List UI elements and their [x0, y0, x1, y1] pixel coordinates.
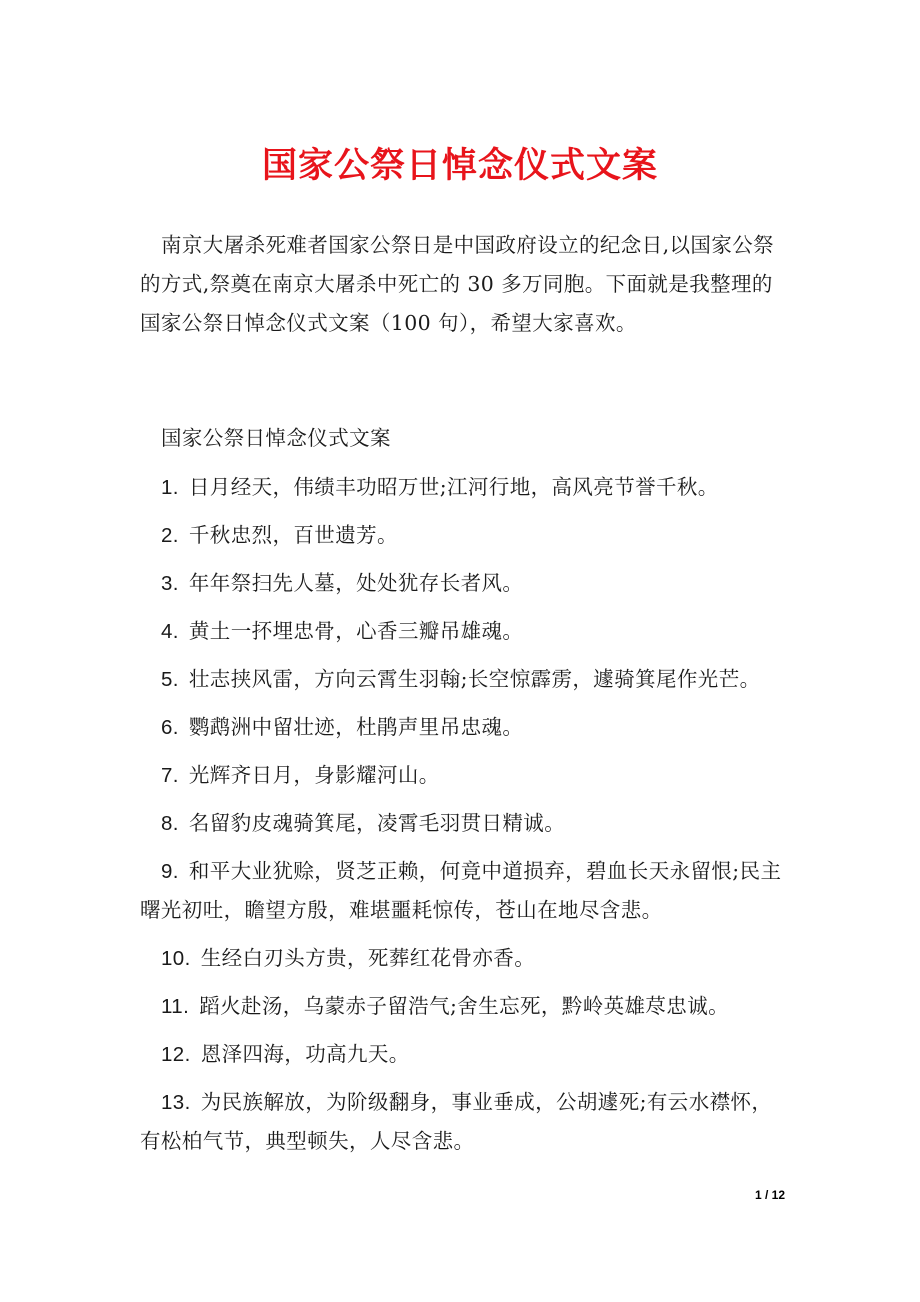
- document-title: 国家公祭日悼念仪式文案: [261, 145, 658, 186]
- list-item-number: 6.: [161, 716, 179, 739]
- list-item: [140, 612, 785, 651]
- list-item: [140, 564, 785, 603]
- list-item: [140, 708, 785, 747]
- list-item: [140, 939, 785, 978]
- list-item: [140, 1035, 785, 1074]
- list-item-number: 5.: [161, 668, 179, 691]
- list-item-number: 10.: [161, 947, 191, 970]
- elegy-list: [140, 468, 785, 1170]
- list-item: [140, 987, 785, 1026]
- list-item: [140, 660, 785, 699]
- list-item-number: 11.: [161, 995, 190, 1018]
- section-heading: 国家公祭日悼念仪式文案: [161, 426, 391, 450]
- list-item-number: 4.: [161, 620, 179, 643]
- list-item-text: 日月经天，伟绩丰功昭万世;江河行地，高风亮节誉千秋。: [188, 475, 719, 499]
- list-item: [140, 516, 785, 555]
- list-item: [140, 804, 785, 843]
- list-item-text: 年年祭扫先人墓，处处犹存长者风。: [188, 571, 524, 595]
- intro-paragraph: 南京大屠杀死难者国家公祭日是中国政府设立的纪念日,以国家公祭的方式,祭奠在南京大屠杀中死亡的 30 多万同胞。下面就是我整理的国家公祭日悼念仪式文案（100 句），希望大家喜欢。: [140, 233, 775, 335]
- list-item: [140, 756, 785, 795]
- list-item-number: 1.: [161, 476, 179, 499]
- list-item: [140, 852, 785, 930]
- list-item-text: 名留豹皮魂骑箕尾，凌霄毛羽贯日精诚。: [188, 811, 566, 835]
- list-item-number: 12.: [161, 1043, 191, 1066]
- list-item-number: 9.: [161, 860, 179, 883]
- list-item-number: 7.: [161, 764, 179, 787]
- list-item-text: 恩泽四海，功高九天。: [200, 1042, 410, 1066]
- list-item-number: 8.: [161, 812, 179, 835]
- list-item: [140, 468, 785, 507]
- list-item: [140, 1083, 785, 1161]
- list-item-text: 为民族解放，为阶级翻身，事业垂成，公胡遽死;有云水襟怀，有松柏气节，典型顿失，人尽含悲。: [140, 1090, 773, 1153]
- list-item-text: 蹈火赴汤，乌蒙赤子留浩气;舍生忘死，黔岭英雄荩忠诚。: [199, 994, 729, 1018]
- page-number: 1 / 12: [754, 1188, 785, 1202]
- list-item-text: 千秋忠烈，百世遗芳。: [188, 523, 398, 547]
- list-item-number: 2.: [161, 524, 179, 547]
- list-item-text: 鹦鹉洲中留壮迹，杜鹃声里吊忠魂。: [188, 715, 524, 739]
- list-item-number: 3.: [161, 572, 179, 595]
- list-item-number: 13.: [161, 1091, 191, 1114]
- list-item-text: 和平大业犹赊，贤芝正赖，何竟中道损弃，碧血长天永留恨;民主曙光初吐，瞻望方殷，难堪噩耗惊传，苍山在地尽含悲。: [140, 859, 782, 922]
- list-item-text: 生经白刃头方贵，死葬红花骨亦香。: [200, 946, 536, 970]
- list-item-text: 壮志挟风雷，方向云霄生羽翰;长空惊霹雳，遽骑箕尾作光芒。: [188, 667, 761, 691]
- list-item-text: 黄土一抔埋忠骨，心香三瓣吊雄魂。: [188, 619, 524, 643]
- list-item-text: 光辉齐日月，身影耀河山。: [188, 763, 440, 787]
